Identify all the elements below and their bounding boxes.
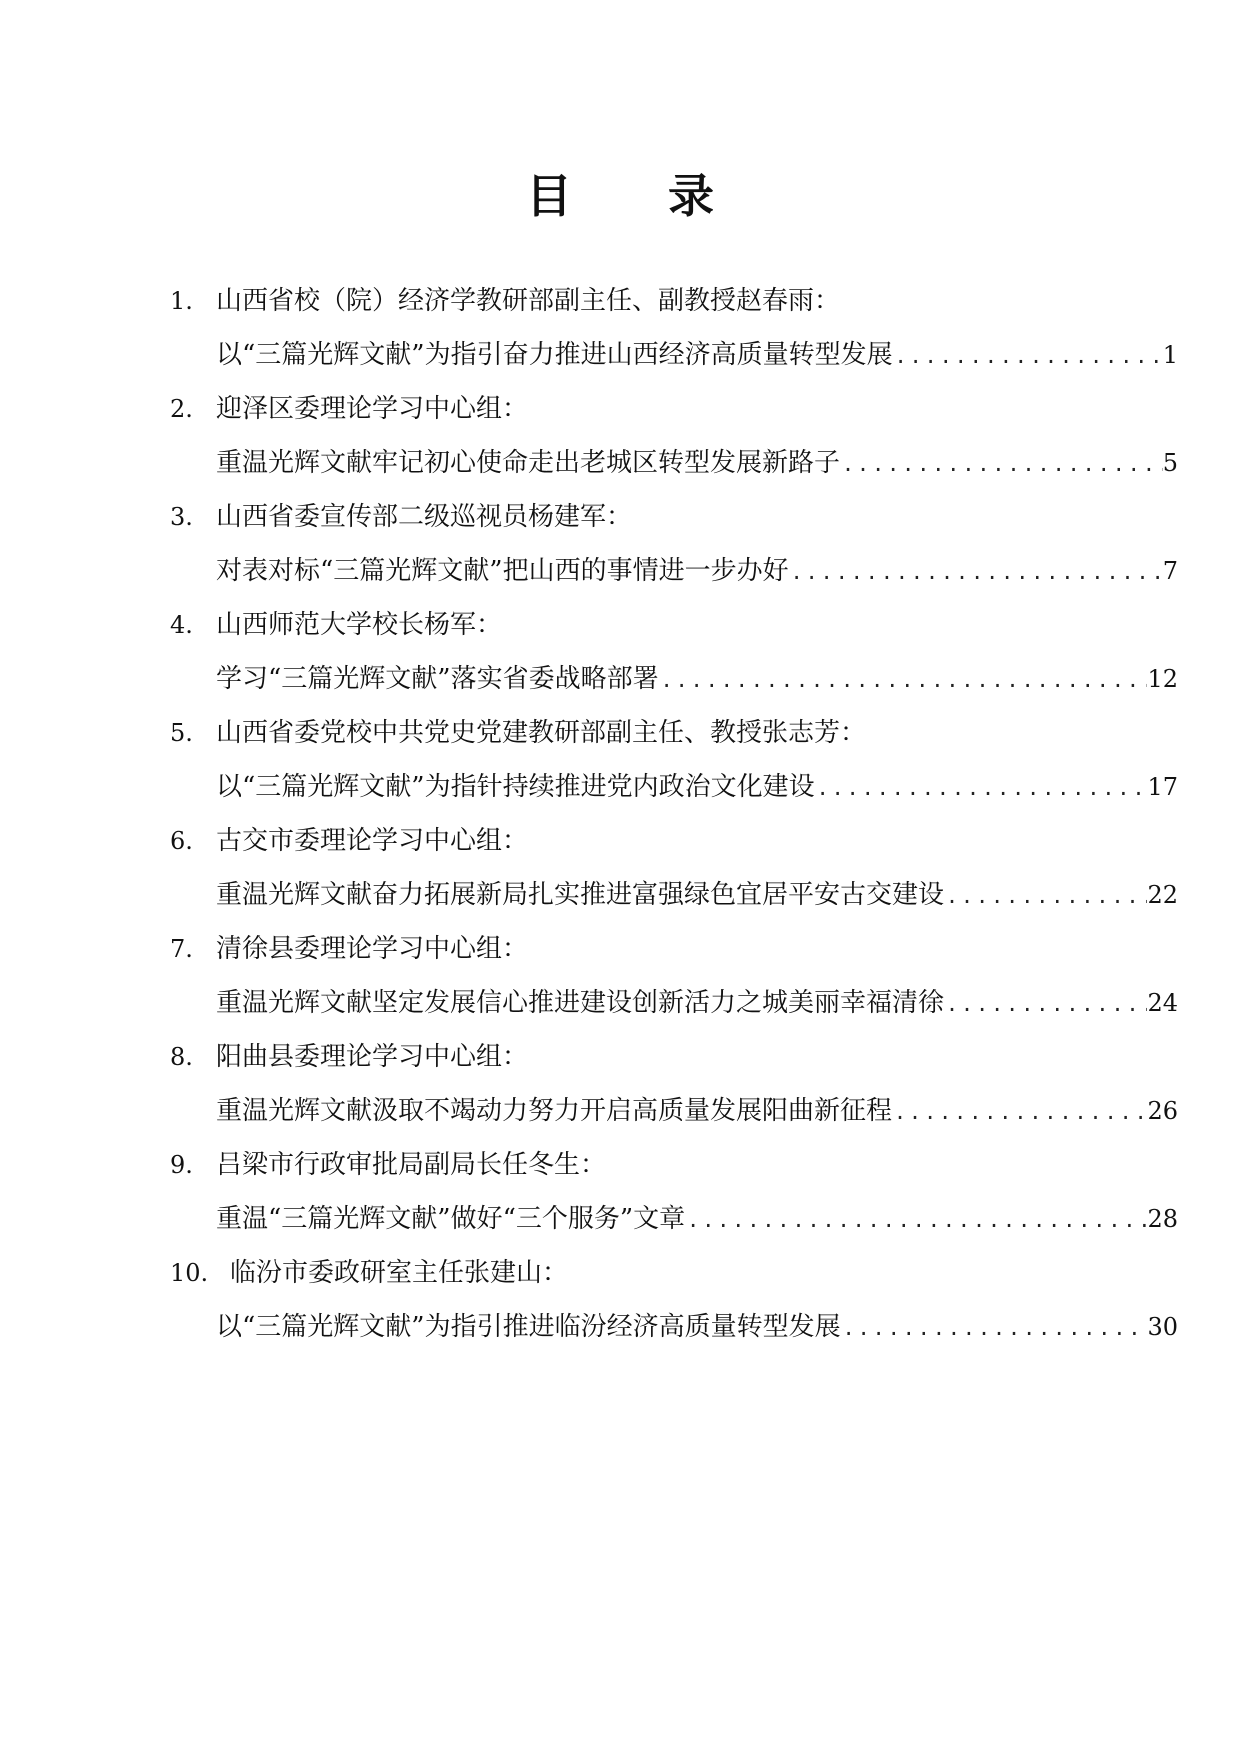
toc-entry[interactable] bbox=[170, 1138, 1178, 1246]
toc-entry[interactable] bbox=[170, 1030, 1178, 1138]
toc-entry-title-line[interactable] bbox=[216, 976, 1178, 1030]
toc-entry-number: 1. bbox=[170, 287, 193, 315]
toc-entry-number: 6. bbox=[170, 827, 193, 855]
dot-leader bbox=[685, 1193, 1147, 1247]
toc-entry-author: 迎泽区委理论学习中心组： bbox=[216, 394, 529, 424]
toc-entry-title-line[interactable] bbox=[216, 1300, 1178, 1354]
toc-entry-page: 24 bbox=[1147, 989, 1178, 1017]
toc-entry-author: 山西省校（院）经济学教研部副主任、副教授赵春雨： bbox=[216, 286, 841, 316]
dot-leader bbox=[841, 1301, 1148, 1355]
toc-entry-title-line[interactable] bbox=[216, 1084, 1178, 1138]
toc-entry-title: 重温光辉文献汲取不竭动力努力开启高质量发展阳曲新征程 bbox=[216, 1096, 893, 1126]
toc-entry-title: 重温“三篇光辉文献”做好“三个服务”文章 bbox=[216, 1204, 686, 1234]
toc-entry-heading bbox=[170, 274, 1178, 328]
toc-entry-page: 17 bbox=[1147, 773, 1178, 801]
toc-entry-number: 4. bbox=[170, 611, 193, 639]
toc-entry-heading bbox=[170, 1030, 1178, 1084]
toc-entry-title-line[interactable] bbox=[216, 544, 1178, 598]
toc-entry-author: 吕梁市行政审批局副局长任冬生： bbox=[216, 1150, 607, 1180]
dot-leader bbox=[659, 653, 1148, 707]
toc-entry-heading bbox=[170, 490, 1178, 544]
toc-entry-page: 1 bbox=[1162, 341, 1178, 369]
toc-entry-title: 以“三篇光辉文献”为指引奋力推进山西经济高质量转型发展 bbox=[216, 340, 893, 370]
dot-leader bbox=[944, 869, 1147, 923]
toc-entry-author: 临汾市委政研室主任张建山： bbox=[230, 1258, 569, 1288]
toc-entry-title: 重温光辉文献奋力拓展新局扎实推进富强绿色宜居平安古交建设 bbox=[216, 880, 945, 910]
toc-entry-author: 山西省委党校中共党史党建教研部副主任、教授张志芳： bbox=[216, 718, 867, 748]
toc-entry[interactable] bbox=[170, 598, 1178, 706]
toc-entry-author: 古交市委理论学习中心组： bbox=[216, 826, 529, 856]
toc-entry-number: 10. bbox=[170, 1259, 209, 1287]
dot-leader bbox=[789, 545, 1163, 599]
toc-entry[interactable] bbox=[170, 382, 1178, 490]
toc-entry-author: 清徐县委理论学习中心组： bbox=[216, 934, 529, 964]
toc-entry[interactable] bbox=[170, 706, 1178, 814]
dot-leader bbox=[893, 329, 1163, 383]
toc-entry-heading bbox=[170, 1138, 1178, 1192]
toc-entry-title: 以“三篇光辉文献”为指针持续推进党内政治文化建设 bbox=[216, 772, 815, 802]
toc-entry-page: 26 bbox=[1147, 1097, 1178, 1125]
toc-entry[interactable] bbox=[170, 274, 1178, 382]
toc-entry-page: 7 bbox=[1162, 557, 1178, 585]
toc-entry-page: 30 bbox=[1147, 1313, 1178, 1341]
toc-entry-page: 22 bbox=[1147, 881, 1178, 909]
dot-leader bbox=[815, 761, 1148, 815]
toc-entry-title: 重温光辉文献牢记初心使命走出老城区转型发展新路子 bbox=[216, 448, 841, 478]
toc-entry-page: 28 bbox=[1147, 1205, 1178, 1233]
toc-entry-author: 山西省委宣传部二级巡视员杨建军： bbox=[216, 502, 633, 532]
toc-entry-author: 山西师范大学校长杨军： bbox=[216, 610, 503, 640]
toc-entry-title-line[interactable] bbox=[216, 328, 1178, 382]
dot-leader bbox=[892, 1085, 1147, 1139]
toc-entry-heading bbox=[170, 922, 1178, 976]
table-of-contents bbox=[170, 274, 1178, 1354]
toc-entry-title: 学习“三篇光辉文献”落实省委战略部署 bbox=[216, 664, 659, 694]
toc-entry-title: 对表对标“三篇光辉文献”把山西的事情进一步办好 bbox=[216, 556, 789, 586]
toc-entry-title-line[interactable] bbox=[216, 652, 1178, 706]
toc-entry-heading bbox=[170, 382, 1178, 436]
dot-leader bbox=[944, 977, 1147, 1031]
toc-entry-page: 12 bbox=[1147, 665, 1178, 693]
toc-entry[interactable] bbox=[170, 490, 1178, 598]
toc-entry-number: 5. bbox=[170, 719, 193, 747]
toc-entry-number: 7. bbox=[170, 935, 193, 963]
toc-entry[interactable] bbox=[170, 1246, 1178, 1354]
toc-entry-title: 以“三篇光辉文献”为指引推进临汾经济高质量转型发展 bbox=[216, 1312, 841, 1342]
toc-entry-title-line[interactable] bbox=[216, 760, 1178, 814]
toc-entry-title-line[interactable] bbox=[216, 1192, 1178, 1246]
toc-entry-number: 3. bbox=[170, 503, 193, 531]
toc-entry-heading bbox=[170, 598, 1178, 652]
toc-entry-heading bbox=[170, 814, 1178, 868]
toc-entry-title-line[interactable] bbox=[216, 868, 1178, 922]
page-title: 目 录 bbox=[525, 169, 754, 223]
toc-entry-author: 阳曲县委理论学习中心组： bbox=[216, 1042, 529, 1072]
toc-entry-number: 8. bbox=[170, 1043, 193, 1071]
toc-entry-page: 5 bbox=[1162, 449, 1178, 477]
toc-entry-heading bbox=[170, 1246, 1178, 1300]
toc-entry-heading bbox=[170, 706, 1178, 760]
dot-leader bbox=[840, 437, 1163, 491]
toc-entry-number: 9. bbox=[170, 1151, 193, 1179]
toc-entry[interactable] bbox=[170, 814, 1178, 922]
toc-entry-number: 2. bbox=[170, 395, 193, 423]
toc-entry-title: 重温光辉文献坚定发展信心推进建设创新活力之城美丽幸福清徐 bbox=[216, 988, 945, 1018]
toc-entry[interactable] bbox=[170, 922, 1178, 1030]
toc-entry-title-line[interactable] bbox=[216, 436, 1178, 490]
